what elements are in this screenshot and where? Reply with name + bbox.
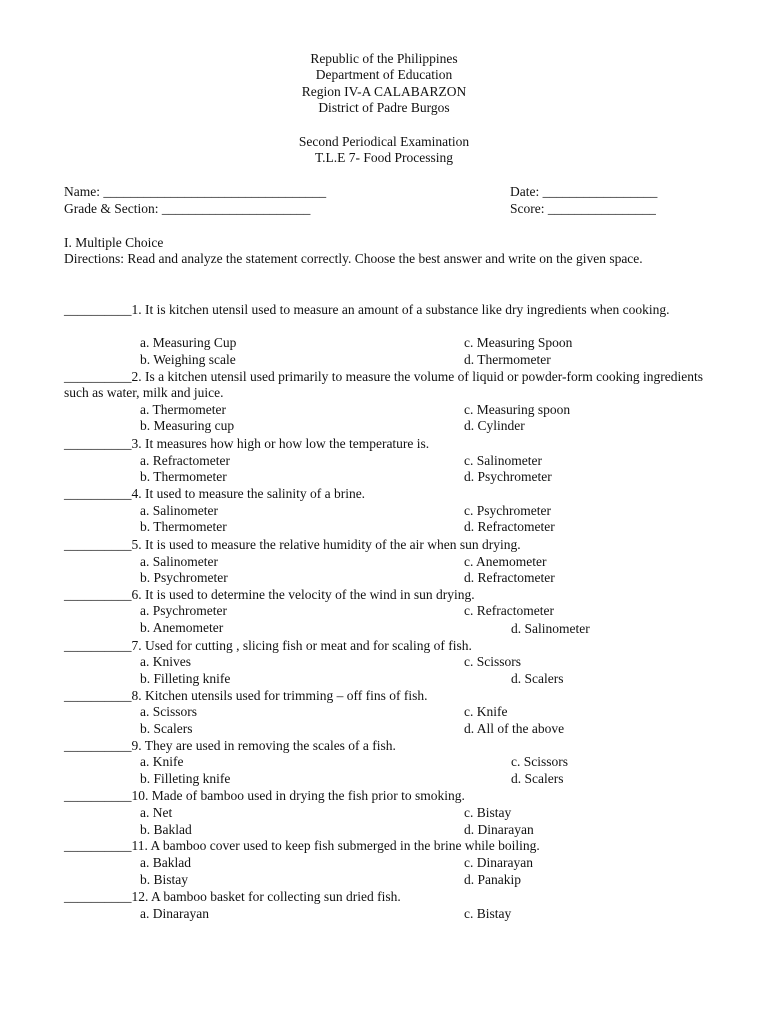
choice-b: b. Bistay	[140, 872, 189, 887]
choice-c: c. Bistay	[464, 805, 512, 820]
choice-b: b. Thermometer	[140, 469, 227, 484]
choice-b: b. Filleting knife	[140, 671, 231, 686]
choice-d: d. Cylinder	[464, 418, 525, 433]
question-stem: __________3. It measures how high or how low the temperature is.	[64, 436, 430, 451]
question-stem: __________8. Kitchen utensils used for trimming – off fins of fish.	[64, 688, 428, 703]
choice-d: d. Scalers	[511, 671, 564, 686]
choice-a: a. Salinometer	[140, 503, 218, 518]
choice-c: c. Scissors	[511, 754, 568, 769]
choice-c: c. Salinometer	[464, 453, 542, 468]
choice-d: d. Dinarayan	[464, 822, 534, 837]
choice-c: c. Refractometer	[464, 603, 554, 618]
choice-d: d. Refractometer	[464, 519, 555, 534]
choice-c: c. Dinarayan	[464, 855, 533, 870]
question-stem: __________4. It used to measure the salinity of a brine.	[64, 486, 366, 501]
choice-d: d. Refractometer	[464, 570, 555, 585]
choice-c: c. Psychrometer	[464, 503, 551, 518]
name-field: Name: _________________________________	[64, 184, 327, 199]
choice-a: a. Scissors	[140, 704, 197, 719]
choice-a: a. Psychrometer	[140, 603, 227, 618]
choice-a: a. Knives	[140, 654, 191, 669]
score-field: Score: ________________	[510, 201, 656, 216]
choice-d: d. Scalers	[511, 771, 564, 786]
header-line: Republic of the Philippines	[310, 51, 458, 66]
question-stem: __________6. It is used to determine the velocity of the wind in sun drying.	[64, 587, 475, 602]
subject-title: T.L.E 7- Food Processing	[314, 150, 454, 165]
choice-c: c. Measuring spoon	[464, 402, 571, 417]
directions: Directions: Read and analyze the statement correctly. Choose the best answer and write on the given space.	[64, 251, 643, 266]
choice-d: d. All of the above	[464, 721, 565, 736]
choice-a: a. Thermometer	[140, 402, 226, 417]
choice-a: a. Baklad	[140, 855, 191, 870]
question-stem: __________12. A bamboo basket for collecting sun dried fish.	[64, 889, 401, 904]
choice-b: b. Psychrometer	[140, 570, 228, 585]
choice-c: c. Knife	[464, 704, 508, 719]
grade-section-field: Grade & Section: ______________________	[64, 201, 311, 216]
question-stem: __________10. Made of bamboo used in drying the fish prior to smoking.	[64, 788, 465, 803]
choice-c: c. Anemometer	[464, 554, 547, 569]
choice-d: d. Salinometer	[511, 621, 590, 636]
section-title: I. Multiple Choice	[64, 235, 164, 250]
question-stem: __________9. They are used in removing the scales of a fish.	[64, 738, 396, 753]
choice-b: b. Thermometer	[140, 519, 227, 534]
choice-b: b. Baklad	[140, 822, 192, 837]
choice-a: a. Knife	[140, 754, 184, 769]
choice-c: c. Measuring Spoon	[464, 335, 573, 350]
choice-d: d. Psychrometer	[464, 469, 552, 484]
question-stem: __________2. Is a kitchen utensil used primarily to measure the volume of liquid or powder-form cooking ingredients such as water, milk and juice.	[64, 369, 703, 400]
choice-a: a. Net	[140, 805, 173, 820]
choice-b: b. Filleting knife	[140, 771, 231, 786]
exam-title: Second Periodical Examination	[298, 134, 470, 149]
question-stem: __________7. Used for cutting , slicing fish or meat and for scaling of fish.	[64, 638, 472, 653]
header-line: Department of Education	[315, 67, 453, 82]
choice-b: b. Anemometer	[140, 620, 224, 635]
choice-a: a. Refractometer	[140, 453, 230, 468]
header-line: Region IV-A CALABARZON	[301, 84, 467, 99]
choice-a: a. Dinarayan	[140, 906, 209, 921]
choice-c: c. Bistay	[464, 906, 512, 921]
header-line: District of Padre Burgos	[318, 100, 450, 115]
choice-a: a. Salinometer	[140, 554, 218, 569]
choice-d: d. Panakip	[464, 872, 521, 887]
choice-d: d. Thermometer	[464, 352, 551, 367]
question-stem: __________5. It is used to measure the relative humidity of the air when sun drying.	[64, 537, 521, 552]
choice-b: b. Measuring cup	[140, 418, 235, 433]
choice-a: a. Measuring Cup	[140, 335, 237, 350]
choice-b: b. Scalers	[140, 721, 193, 736]
choice-c: c. Scissors	[464, 654, 521, 669]
question-stem: __________11. A bamboo cover used to keep fish submerged in the brine while boiling.	[64, 838, 540, 853]
choice-b: b. Weighing scale	[140, 352, 236, 367]
date-field: Date: _________________	[510, 184, 658, 199]
question-stem: __________1. It is kitchen utensil used to measure an amount of a substance like dry ingredients when cooking.	[64, 302, 670, 317]
